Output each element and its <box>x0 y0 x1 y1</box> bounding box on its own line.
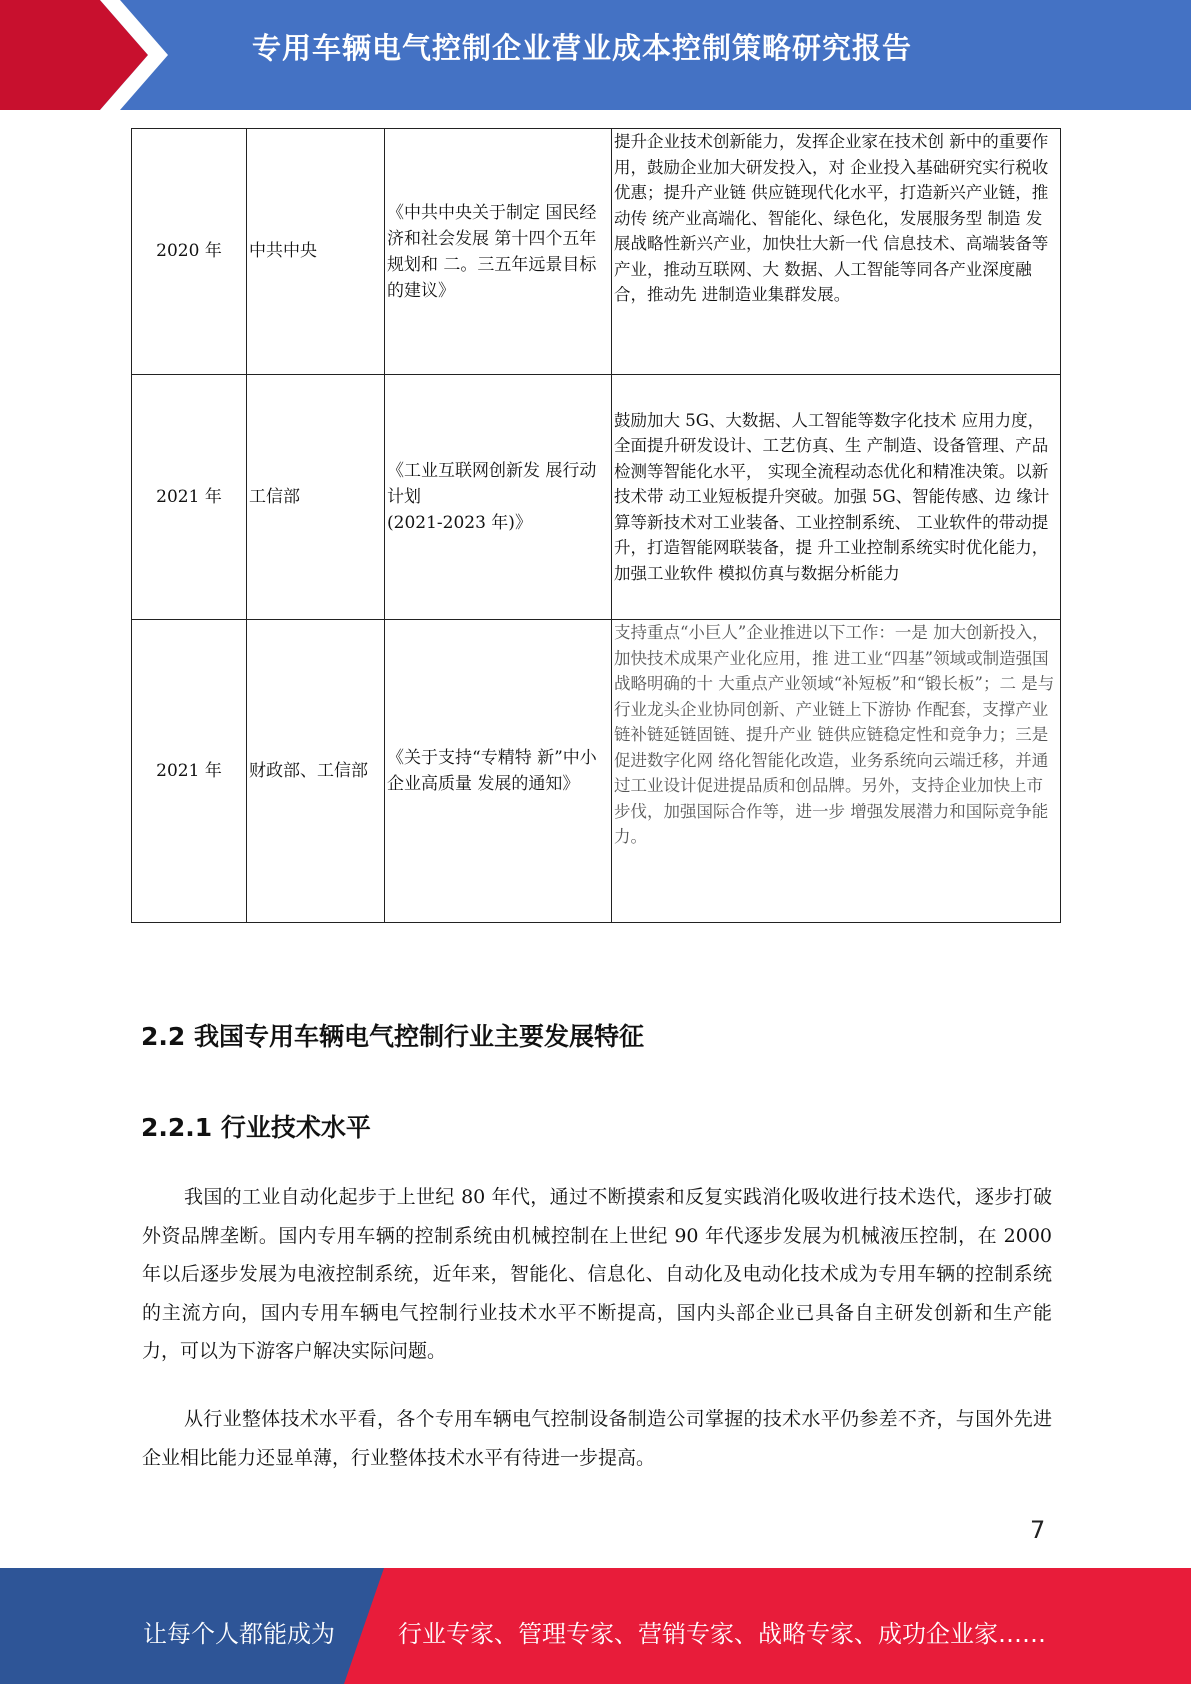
footer-slogan-left: 让每个人都能成为 <box>143 1620 335 1648</box>
table-cell-document: 《中共中央关于制定 国民经济和社会发展 第十四个五年规划和 二。三五年远景目标 的建议》 <box>385 129 612 375</box>
table-cell-document: 《关于支持“专精特 新”中小企业高质量 发展的通知》 <box>385 620 612 923</box>
table-cell-department: 中共中央 <box>247 129 385 375</box>
table-cell-year: 2021 年 <box>132 375 247 620</box>
table-cell-content: 提升企业技术创新能力，发挥企业家在技术创 新中的重要作用，鼓励企业加大研发投入，对 企业投入基础研究实行税收优惠；提升产业链 供应链现代化水平，打造新兴产业链，推动传 统产业高端化、智能化、绿色化，发展服务型 制造 发展战略性新兴产业，加快壮大新一代 信息技术、高端装备等产业，推动互联网、大 数据、人工智能等同各产业深度融合，推动先 进制造业集群发展。 <box>612 129 1061 375</box>
document-period-line: (2021-2023 年)》 <box>387 513 532 533</box>
body-paragraph: 从行业整体技术水平看，各个专用车辆电气控制设备制造公司掌握的技术水平仍参差不齐，与国外先进企业相比能力还显单薄，行业整体技术水平有待进一步提高。 <box>142 1408 1052 1469</box>
table-cell-content: 鼓励加大 5G、大数据、人工智能等数字化技术 应用力度，全面提升研发设计、工艺仿真、生 产制造、设备管理、产品检测等智能化水平， 实现全流程动态优化和精准决策。以新技术带 动工业短板提升突破。加强 5G、智能传感、边 缘计算等新技术对工业装备、工业控制系统、 工业软件的带动提升，打造智能网联装备，提 升工业控制系统实时优化能力，加强工业软件 模拟仿真与数据分析能力 <box>612 375 1061 620</box>
table-cell-year: 2021 年 <box>132 620 247 923</box>
page-number: 7 <box>1030 1516 1046 1544</box>
document-title-line: 《工业互联网创新发 展行动计划 <box>387 461 597 507</box>
subsection-heading: 2.2.1 行业技术水平 <box>141 1113 371 1142</box>
table-cell-content: 支持重点“小巨人”企业推进以下工作：一是 加大创新投入，加快技术成果产业化应用，推 进工业“四基”领域或制造强国战略明确的十 大重点产业领域“补短板”和“锻长板”；二 是与行业龙头企业协同创新、产业链上下游协 作配套，支撑产业链补链延链固链、提升产业 链供应链稳定性和竞争力；三是促进数字化网 络化智能化改造，业务系统向云端迁移，并通 过工业设计促进提品质和创品牌。另外，支持企业加快上市步伐，加强国际合作等，进一步 增强发展潜力和国际竞争能力。 <box>612 620 1061 923</box>
policy-table <box>131 128 1061 923</box>
table-row <box>132 129 1061 375</box>
body-paragraph: 我国的工业自动化起步于上世纪 80 年代，通过不断摸索和反复实践消化吸收进行技术迭代，逐步打破外资品牌垄断。国内专用车辆的控制系统由机械控制在上世纪 90 年代逐步发展为机械液压控制，在 2000 年以后逐步发展为电液控制系统，近年来，智能化、信息化、自动化及电动化技术成为专用车辆的控制系统的主流方向，国内专用车辆电气控制行业技术水平不断提高，国内头部企业已具备自主研发创新和生产能力，可以为下游客户解决实际问题。 <box>142 1186 1052 1362</box>
table-cell-year: 2020 年 <box>132 129 247 375</box>
table-cell-department: 工信部 <box>247 375 385 620</box>
table-cell-document <box>385 375 612 620</box>
table-row <box>132 375 1061 620</box>
table-cell-department: 财政部、工信部 <box>247 620 385 923</box>
footer-banner <box>0 1568 1191 1684</box>
header-title: 专用车辆电气控制企业营业成本控制策略研究报告 <box>252 31 913 65</box>
header-banner <box>0 0 1191 110</box>
table-row <box>132 620 1061 923</box>
section-heading: 2.2 我国专用车辆电气控制行业主要发展特征 <box>141 1022 644 1051</box>
footer-slogan-right: 行业专家、管理专家、营销专家、战略专家、成功企业家…… <box>398 1620 1046 1648</box>
